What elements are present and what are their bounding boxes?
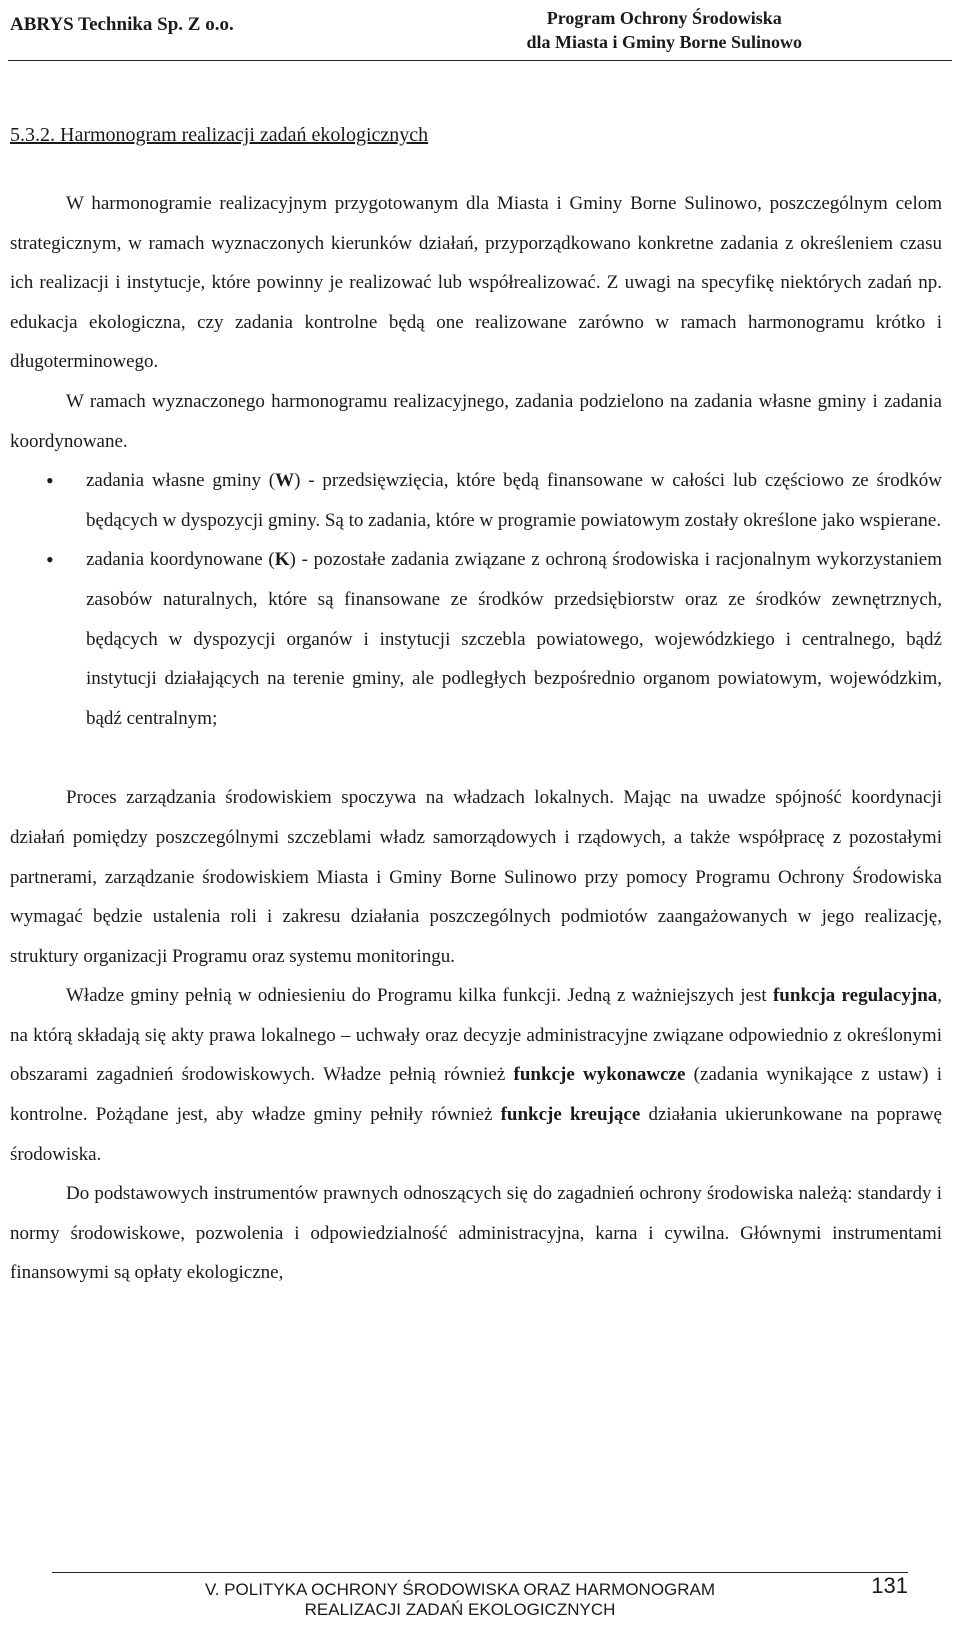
section-heading: 5.3.2. Harmonogram realizacji zadań ekologicznych	[10, 124, 429, 146]
program-title-line1: Program Ochrony Środowiska	[546, 8, 782, 28]
paragraph: Do podstawowych instrumentów prawnych odnoszących się do zagadnień ochrony środowiska należą: standardy i normy środowiskowe, pozwolenia i odpowiedzialność administracyjna, karna i cywilna. Głównymi instrumentami finansowymi są opłaty ekologiczne,	[10, 1183, 942, 1284]
paragraph: W harmonogramie realizacyjnym przygotowanym dla Miasta i Gminy Borne Sulinowo, poszczególnym celom strategicznym, w ramach wyznaczonych kierunków działań, przyporządkowano konkretne zadania z określeniem czasu ich realizacji i instytucje, które powinny je realizować lub współrealizować. Z uwagi na specyfikę niektórych zadań np. edukacja ekologiczna, czy zadania kontrolne będą one realizowane zarówno w ramach harmonogramu krótko i długoterminowego.	[10, 193, 942, 373]
bullet-list	[10, 461, 942, 738]
paragraph-text: , na którą składają się akty prawa lokalnego – uchwały oraz decyzje administracyjne związane odpowiednio z określonymi obszarami zagadnień środowiskowych. Władze pełnią również	[10, 985, 943, 1086]
paragraph-text: (zadania wynikające z ustaw) i kontrolne. Pożądane jest, aby władze gminy pełniły również	[10, 1064, 942, 1126]
paragraph-text: działania ukierunkowane na poprawę środowiska.	[10, 1104, 942, 1165]
paragraph: W ramach wyznaczonego harmonogramu realizacyjnego, zadania podzielono na zadania własne gminy i zadania koordynowane.	[10, 390, 942, 452]
paragraph: Proces zarządzania środowiskiem spoczywa na władzach lokalnych. Mając na uwadze spójność koordynacji działań pomiędzy poszczególnymi szczeblami władz samorządowych i rządowych, a także współpracę z pozostałymi partnerami, zarządzanie środowiskiem Miasta i Gminy Borne Sulinowo przy pomocy Programu Ochrony Środowiska wymagać będzie ustalenia roli i zakresu działania poszczególnych podmiotów zaangażowanych w jego realizację, struktury organizacji Programu oraz systemu monitoringu.	[10, 787, 942, 967]
bold-term: funkcje kreujące	[500, 1104, 641, 1126]
paragraph	[10, 976, 942, 1174]
header-divider	[8, 60, 952, 61]
bullet-icon: •	[46, 468, 54, 494]
spacer	[10, 738, 942, 778]
bullet-code: K	[274, 549, 290, 571]
footer-line2: REALIZACJI ZADAŃ EKOLOGICZNYCH	[304, 1600, 616, 1619]
document-body	[10, 184, 942, 1293]
program-title	[526, 6, 802, 54]
bullet-item	[10, 540, 942, 738]
bullet-icon: •	[46, 547, 54, 573]
bullet-item	[10, 461, 942, 540]
bold-term: funkcja regulacyjna	[772, 985, 938, 1007]
bullet-code: W	[275, 470, 295, 492]
bullet-text: zadania własne gminy (	[86, 470, 276, 492]
footer-chapter-title	[150, 1580, 770, 1620]
footer-divider	[52, 1572, 908, 1573]
paragraph-text: Władze gminy pełnią w odniesieniu do Programu kilka funkcji. Jedną z ważniejszych jest	[66, 985, 773, 1007]
bullet-text: zadania koordynowane (	[86, 549, 275, 571]
bold-term: funkcje wykonawcze	[513, 1064, 686, 1086]
bullet-text: ) - pozostałe zadania związane z ochroną środowiska i racjonalnym wykorzystaniem zasobów naturalnych, które są finansowane ze środków przedsiębiorstw oraz ze środków zewnętrznych, będących w dyspozycji organów i instytucji szczebla powiatowego, wojewódzkiego i centralnego, bądź instytucji działających na terenie gminy, ale podległych bezpośrednio organom powiatowym, wojewódzkim, bądź centralnym;	[86, 549, 942, 729]
page-number: 131	[871, 1573, 908, 1598]
company-name: ABRYS Technika Sp. Z o.o.	[10, 14, 234, 35]
footer-line1: V. POLITYKA OCHRONY ŚRODOWISKA ORAZ HARMONOGRAM	[204, 1580, 716, 1599]
bullet-text: ) - przedsięwzięcia, które będą finansowane w całości lub częściowo ze środków będących w dyspozycji gminy. Są to zadania, które w programie powiatowym zostały określone jako wspierane.	[86, 470, 942, 531]
program-title-line2: dla Miasta i Gminy Borne Sulinowo	[526, 32, 802, 52]
